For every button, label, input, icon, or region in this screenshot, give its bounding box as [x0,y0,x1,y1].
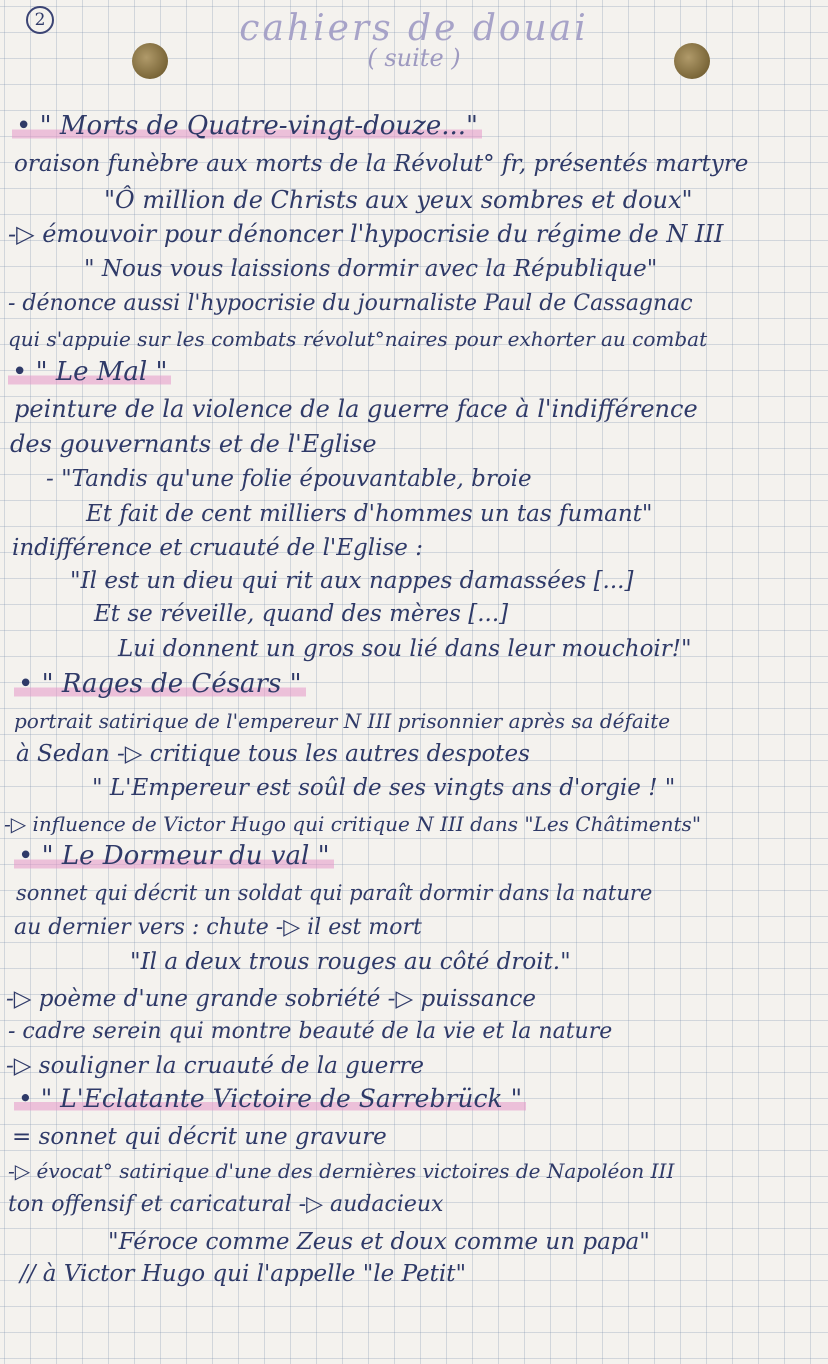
note-line: à Sedan -▷ critique tous les autres despotes [16,741,530,767]
note-line: -▷ souligner la cruauté de la guerre [6,1053,424,1079]
quote-line: "Féroce comme Zeus et doux comme un papa" [108,1229,650,1255]
note-line: portrait satirique de l'empereur N III prisonnier après sa défaite [14,709,671,733]
note-line: // à Victor Hugo qui l'appelle "le Petit" [20,1261,467,1287]
note-line: des gouvernants et de l'Eglise [10,430,377,458]
note-line: - cadre serein qui montre beauté de la vie et la nature [8,1019,613,1044]
note-line: sonnet qui décrit un soldat qui paraît dormir dans la nature [16,881,653,905]
note-line: au dernier vers : chute -▷ il est mort [14,915,422,940]
note-line: -▷ évocat° satirique d'une des dernières victoires de Napoléon III [8,1159,675,1183]
quote-line: " L'Empereur est soûl de ses vingts ans d'orgie ! " [92,775,676,801]
page-title: cahiers de douai [239,8,589,49]
note-line: -▷ poème d'une grande sobriété -▷ puissance [6,986,536,1012]
note-line: qui s'appuie sur les combats révolut°naires pour exhorter au combat [8,327,708,351]
note-line: oraison funèbre aux morts de la Révolut° fr, présentés martyre [14,151,749,177]
note-line: -▷ influence de Victor Hugo qui critique N III dans "Les Châtiments" [4,812,702,836]
section-heading: • " Rages de Césars " [14,669,306,699]
quote-line: "Il est un dieu qui rit aux nappes damassées [...] [70,568,634,594]
quote-line: "Il a deux trous rouges au côté droit." [130,949,571,975]
section-heading: • " Le Mal " [8,357,171,387]
note-line: -▷ émouvoir pour dénoncer l'hypocrisie du régime de N III [8,220,724,248]
page-subtitle: ( suite ) [367,44,461,72]
quote-line: - "Tandis qu'une folie épouvantable, broie [46,466,532,492]
note-line: = sonnet qui décrit une gravure [12,1124,387,1150]
section-heading: • " Morts de Quatre-vingt-douze..." [12,111,482,141]
section-heading: • " Le Dormeur du val " [14,841,334,871]
quote-line: Et se réveille, quand des mères [...] [94,601,509,627]
note-line: peinture de la violence de la guerre face à l'indifférence [14,395,698,423]
quote-line: " Nous vous laissions dormir avec la République" [84,256,658,282]
quote-line: "Ô million de Christs aux yeux sombres et doux" [104,186,693,214]
quote-line: Lui donnent un gros sou lié dans leur mouchoir!" [118,636,692,662]
note-line: ton offensif et caricatural -▷ audacieux [8,1192,444,1217]
quote-line: Et fait de cent milliers d'hommes un tas fumant" [86,501,653,527]
note-line: indifférence et cruauté de l'Eglise : [12,535,423,561]
page-number: 2 [26,6,54,34]
note-line: - dénonce aussi l'hypocrisie du journaliste Paul de Cassagnac [8,291,693,316]
section-heading: • " L'Eclatante Victoire de Sarrebrück " [14,1084,526,1113]
